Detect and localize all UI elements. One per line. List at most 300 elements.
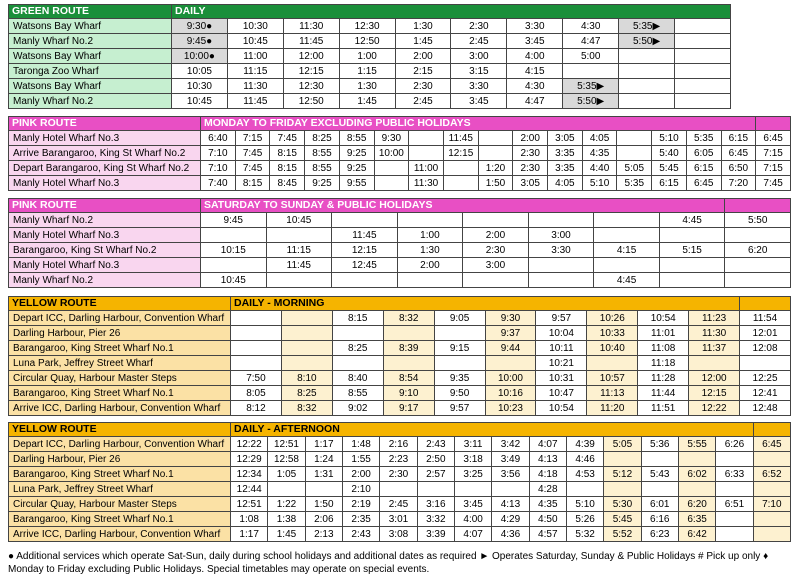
departure-time: 12:30	[339, 19, 395, 34]
departure-time: 2:00	[397, 258, 463, 273]
departure-time: 10:00	[485, 371, 536, 386]
timetable-row	[9, 482, 791, 497]
departure-time: 11:37	[689, 341, 740, 356]
departure-time: 3:18	[454, 452, 491, 467]
departure-time: 5:50▶	[563, 94, 619, 109]
stop-name: Manly Wharf No.2	[9, 94, 172, 109]
departure-time: 6:45	[753, 437, 790, 452]
departure-time	[383, 326, 434, 341]
stop-name: Watsons Bay Wharf	[9, 19, 172, 34]
departure-time	[725, 258, 791, 273]
departure-time: 12:15	[443, 146, 478, 161]
departure-time	[485, 356, 536, 371]
departure-time: 11:08	[638, 341, 689, 356]
pink-route-weekday-timetable	[8, 116, 791, 191]
departure-time: 11:30	[283, 19, 339, 34]
departure-time: 6:05	[686, 146, 721, 161]
departure-time	[619, 49, 675, 64]
departure-time: 5:45	[652, 161, 687, 176]
departure-time: 11:28	[638, 371, 689, 386]
departure-time	[443, 161, 478, 176]
departure-time: 11:44	[638, 386, 689, 401]
departure-time	[659, 273, 725, 288]
departure-time: 1:22	[268, 497, 305, 512]
departure-time: 10:45	[172, 94, 228, 109]
departure-time: 10:11	[536, 341, 587, 356]
departure-time: 4:57	[529, 527, 566, 542]
departure-time: 4:35	[529, 497, 566, 512]
departure-time: 3:45	[507, 34, 563, 49]
departure-time: 10:33	[587, 326, 638, 341]
stop-name: Manly Hotel Wharf No.3	[9, 258, 201, 273]
departure-time: 4:28	[529, 482, 566, 497]
departure-time: 4:15	[594, 243, 660, 258]
departure-time: 9:37	[485, 326, 536, 341]
departure-time: 2:43	[342, 527, 379, 542]
departure-time: 8:54	[383, 371, 434, 386]
departure-time	[454, 482, 491, 497]
departure-time	[397, 213, 463, 228]
departure-time	[725, 228, 791, 243]
departure-time: 3:30	[528, 243, 594, 258]
departure-time: 5:50	[725, 213, 791, 228]
departure-time: 6:02	[678, 467, 715, 482]
departure-time	[492, 482, 529, 497]
departure-time: 4:13	[529, 452, 566, 467]
departure-time: 4:46	[566, 452, 603, 467]
departure-time: 3:25	[454, 467, 491, 482]
departure-time: 3:45	[451, 94, 507, 109]
departure-time: 6:35	[678, 512, 715, 527]
departure-time	[594, 213, 660, 228]
departure-time: 5:32	[566, 527, 603, 542]
departure-time: 11:51	[638, 401, 689, 416]
departure-time: 2:35	[342, 512, 379, 527]
departure-time: 12:22	[689, 401, 740, 416]
departure-time: 6:33	[716, 467, 753, 482]
timetable-row	[9, 341, 791, 356]
departure-time	[675, 94, 731, 109]
timetable-row	[9, 273, 791, 288]
departure-time: 6:26	[716, 437, 753, 452]
footnote: ● Additional services which operate Sat-Sun, daily during school holidays and additional dates as required ► Operates Saturday, Sunday & Public Holidays # Pick up only ♦ Monday to Friday excluding Public Holidays. Special timetables may operate on special events.	[8, 551, 769, 575]
departure-time: 4:53	[566, 467, 603, 482]
departure-time	[383, 356, 434, 371]
departure-time: 10:16	[485, 386, 536, 401]
header-row	[9, 423, 791, 437]
departure-time: 5:10	[566, 497, 603, 512]
stop-name: Manly Hotel Wharf No.3	[9, 176, 201, 191]
departure-time: 7:15	[235, 131, 270, 146]
header-row	[9, 5, 731, 19]
departure-time: 6:15	[721, 131, 756, 146]
timetable-row	[9, 467, 791, 482]
green-route-timetable	[8, 4, 731, 109]
departure-time: 3:00	[463, 258, 529, 273]
departure-time	[675, 79, 731, 94]
departure-time	[675, 64, 731, 79]
departure-time: 3:08	[380, 527, 417, 542]
departure-time: 11:30	[227, 79, 283, 94]
stop-name: Depart Barangaroo, King St Wharf No.2	[9, 161, 201, 176]
departure-time: 1:50	[305, 497, 342, 512]
departure-time: 7:15	[756, 146, 791, 161]
departure-time: 5:35▶	[619, 19, 675, 34]
stop-name: Manly Wharf No.2	[9, 34, 172, 49]
stop-name: Depart ICC, Darling Harbour, Convention Wharf	[9, 437, 231, 452]
stop-name: Depart ICC, Darling Harbour, Convention Wharf	[9, 311, 231, 326]
departure-time: 12:44	[231, 482, 268, 497]
departure-time: 3:16	[417, 497, 454, 512]
stop-name: Circular Quay, Harbour Master Steps	[9, 497, 231, 512]
departure-time: 9:30	[374, 131, 409, 146]
timetable-row	[9, 437, 791, 452]
departure-time	[725, 273, 791, 288]
departure-time: 7:45	[270, 131, 305, 146]
departure-time	[619, 79, 675, 94]
departure-time: 12:00	[283, 49, 339, 64]
departure-time: 1:48	[342, 437, 379, 452]
departure-time: 12:51	[231, 497, 268, 512]
stop-name: Watsons Bay Wharf	[9, 79, 172, 94]
timetable-row	[9, 258, 791, 273]
departure-time: 2:30	[395, 79, 451, 94]
departure-time	[753, 452, 790, 467]
departure-time: 3:01	[380, 512, 417, 527]
departure-time: 10:45	[266, 213, 332, 228]
departure-time: 1:17	[231, 527, 268, 542]
departure-time: 2:00	[463, 228, 529, 243]
departure-time: 5:00	[563, 49, 619, 64]
departure-time	[409, 146, 444, 161]
departure-time: 10:30	[227, 19, 283, 34]
departure-time: 4:00	[507, 49, 563, 64]
timetable-row	[9, 49, 731, 64]
departure-time: 12:15	[332, 243, 398, 258]
departure-time: 9:55	[339, 176, 374, 191]
departure-time: 6:45	[686, 176, 721, 191]
timetable-row	[9, 64, 731, 79]
departure-time	[397, 273, 463, 288]
departure-time	[753, 527, 790, 542]
departure-time: 3:30	[451, 79, 507, 94]
departure-time: 8:32	[281, 401, 332, 416]
departure-time: 9:30●	[172, 19, 228, 34]
departure-time: 5:26	[566, 512, 603, 527]
departure-time	[659, 258, 725, 273]
yellow-route-morning-timetable	[8, 296, 791, 416]
departure-time: 6:23	[641, 527, 678, 542]
departure-time	[305, 482, 342, 497]
departure-time: 8:10	[281, 371, 332, 386]
departure-time: 9:10	[383, 386, 434, 401]
departure-time: 4:18	[529, 467, 566, 482]
departure-time	[268, 482, 305, 497]
stop-name: Luna Park, Jeffrey Street Wharf	[9, 356, 231, 371]
timetable-row	[9, 19, 731, 34]
departure-time: 11:45	[332, 228, 398, 243]
departure-time: 4:36	[492, 527, 529, 542]
departure-time: 12:58	[268, 452, 305, 467]
departure-time: 4:40	[582, 161, 617, 176]
departure-time: 12:15	[283, 64, 339, 79]
departure-time: 6:16	[641, 512, 678, 527]
departure-time: 6:52	[753, 467, 790, 482]
departure-time	[374, 161, 409, 176]
departure-time: 5:36	[641, 437, 678, 452]
departure-time: 5:05	[604, 437, 641, 452]
departure-time: 1:30	[339, 79, 395, 94]
stop-name: Barangaroo, King Street Wharf No.1	[9, 512, 231, 527]
departure-time	[380, 482, 417, 497]
departure-time: 12:25	[740, 371, 791, 386]
header-row	[9, 297, 791, 311]
green-route-table	[8, 4, 731, 109]
departure-time: 7:10	[753, 497, 790, 512]
departure-time: 6:45	[721, 146, 756, 161]
departure-time: 12:15	[689, 386, 740, 401]
departure-time: 5:05	[617, 161, 652, 176]
departure-time: 9:25	[339, 146, 374, 161]
departure-time: 12:41	[740, 386, 791, 401]
departure-time: 5:12	[604, 467, 641, 482]
departure-time	[528, 273, 594, 288]
yellow-afternoon-table	[8, 422, 791, 542]
departure-time: 7:45	[235, 146, 270, 161]
departure-time	[678, 452, 715, 467]
departure-time	[201, 228, 267, 243]
departure-time: 12:00	[689, 371, 740, 386]
timetable-row	[9, 34, 731, 49]
departure-time: 4:05	[548, 176, 583, 191]
stop-name: Barangaroo, King Street Wharf No.1	[9, 386, 231, 401]
departure-time: 4:35	[582, 146, 617, 161]
departure-time	[675, 49, 731, 64]
departure-time: 11:15	[227, 64, 283, 79]
departure-time	[281, 326, 332, 341]
departure-time	[617, 146, 652, 161]
departure-time: 2:45	[395, 94, 451, 109]
departure-time: 11:45	[283, 34, 339, 49]
departure-time: 8:55	[305, 161, 340, 176]
departure-time: 3:11	[454, 437, 491, 452]
departure-time: 1:30	[395, 19, 451, 34]
departure-time: 1:00	[397, 228, 463, 243]
departure-time: 7:10	[201, 146, 236, 161]
departure-time: 5:35	[617, 176, 652, 191]
departure-time: 2:00	[342, 467, 379, 482]
departure-time	[231, 356, 282, 371]
departure-time: 5:43	[641, 467, 678, 482]
departure-time: 9:15	[434, 341, 485, 356]
departure-time: 5:52	[604, 527, 641, 542]
departure-time	[528, 213, 594, 228]
departure-time: 9:17	[383, 401, 434, 416]
departure-time: 12:08	[740, 341, 791, 356]
departure-time	[281, 341, 332, 356]
departure-time: 4:39	[566, 437, 603, 452]
departure-time	[641, 452, 678, 467]
departure-time: 1:38	[268, 512, 305, 527]
departure-time	[528, 258, 594, 273]
departure-time: 10:45	[227, 34, 283, 49]
departure-time	[753, 512, 790, 527]
departure-time: 6:01	[641, 497, 678, 512]
departure-time: 2:45	[380, 497, 417, 512]
departure-time: 5:10	[652, 131, 687, 146]
departure-time	[753, 482, 790, 497]
departure-time: 7:50	[231, 371, 282, 386]
departure-time: 9:02	[332, 401, 383, 416]
departure-time	[716, 482, 753, 497]
departure-time: 3:56	[492, 467, 529, 482]
departure-time: 1:24	[305, 452, 342, 467]
timetable-row	[9, 146, 791, 161]
timetable-row	[9, 161, 791, 176]
departure-time: 8:32	[383, 311, 434, 326]
departure-time	[617, 131, 652, 146]
departure-time: 6:20	[725, 243, 791, 258]
departure-time: 8:15	[270, 146, 305, 161]
departure-time: 4:29	[492, 512, 529, 527]
timetable-row	[9, 386, 791, 401]
departure-time: 8:05	[231, 386, 282, 401]
schedule-label: MONDAY TO FRIDAY EXCLUDING PUBLIC HOLIDAYS	[201, 117, 756, 131]
departure-time: 2:45	[451, 34, 507, 49]
departure-time	[231, 311, 282, 326]
schedule-label: SATURDAY TO SUNDAY & PUBLIC HOLIDAYS	[201, 199, 725, 213]
stop-name: Manly Hotel Wharf No.3	[9, 228, 201, 243]
departure-time: 2:13	[305, 527, 342, 542]
departure-time: 6:20	[678, 497, 715, 512]
departure-time: 1:45	[268, 527, 305, 542]
departure-time: 2:57	[417, 467, 454, 482]
yellow-route-afternoon-timetable	[8, 422, 791, 542]
route-name: PINK ROUTE	[9, 199, 201, 213]
departure-time	[641, 482, 678, 497]
departure-time: 1:15	[339, 64, 395, 79]
departure-time: 1:45	[339, 94, 395, 109]
departure-time: 10:00●	[172, 49, 228, 64]
departure-time: 10:47	[536, 386, 587, 401]
departure-time: 1:17	[305, 437, 342, 452]
departure-time	[281, 311, 332, 326]
timetable-row	[9, 79, 731, 94]
departure-time: 1:00	[339, 49, 395, 64]
departure-time: 3:49	[492, 452, 529, 467]
departure-time: 2:10	[342, 482, 379, 497]
pink-weekday-table	[8, 116, 791, 191]
departure-time: 9:45●	[172, 34, 228, 49]
departure-time: 11:00	[409, 161, 444, 176]
departure-time	[587, 356, 638, 371]
departure-time: 5:35	[686, 131, 721, 146]
departure-time	[716, 527, 753, 542]
departure-time: 8:12	[231, 401, 282, 416]
departure-time: 8:15	[235, 176, 270, 191]
departure-time: 3:39	[417, 527, 454, 542]
departure-time: 5:10	[582, 176, 617, 191]
departure-time: 5:15	[659, 243, 725, 258]
route-name: YELLOW ROUTE	[9, 297, 231, 311]
departure-time	[417, 482, 454, 497]
departure-time: 12:50	[283, 94, 339, 109]
departure-time: 4:45	[659, 213, 725, 228]
departure-time: 9:35	[434, 371, 485, 386]
departure-time: 3:35	[548, 146, 583, 161]
departure-time: 10:40	[587, 341, 638, 356]
stop-name: Arrive Barangaroo, King St Wharf No.2	[9, 146, 201, 161]
departure-time: 4:30	[507, 79, 563, 94]
departure-time: 7:10	[201, 161, 236, 176]
timetable-row	[9, 371, 791, 386]
schedule-label: DAILY	[172, 5, 731, 19]
departure-time: 1:50	[478, 176, 513, 191]
departure-time	[619, 94, 675, 109]
departure-time	[443, 176, 478, 191]
departure-time: 8:25	[281, 386, 332, 401]
departure-time: 4:07	[454, 527, 491, 542]
pink-weekend-table	[8, 198, 791, 288]
stop-name: Circular Quay, Harbour Master Steps	[9, 371, 231, 386]
departure-time	[659, 228, 725, 243]
departure-time: 1:30	[397, 243, 463, 258]
timetable-row	[9, 326, 791, 341]
departure-time: 11:45	[266, 258, 332, 273]
departure-time: 3:30	[507, 19, 563, 34]
departure-time: 11:23	[689, 311, 740, 326]
departure-time	[332, 273, 398, 288]
departure-time: 9:25	[339, 161, 374, 176]
departure-time: 10:54	[638, 311, 689, 326]
departure-time: 10:30	[172, 79, 228, 94]
stop-name: Manly Wharf No.2	[9, 213, 201, 228]
timetable-row	[9, 94, 731, 109]
departure-time: 7:15	[756, 161, 791, 176]
departure-time: 12:48	[740, 401, 791, 416]
departure-time: 2:30	[463, 243, 529, 258]
departure-time	[463, 213, 529, 228]
departure-time	[434, 326, 485, 341]
route-name: YELLOW ROUTE	[9, 423, 231, 437]
departure-time: 3:00	[528, 228, 594, 243]
departure-time	[594, 228, 660, 243]
departure-time	[594, 258, 660, 273]
departure-time	[566, 482, 603, 497]
header-fill	[725, 199, 791, 213]
departure-time: 9:25	[305, 176, 340, 191]
departure-time	[604, 482, 641, 497]
departure-time	[463, 273, 529, 288]
stop-name: Darling Harbour, Pier 26	[9, 452, 231, 467]
departure-time: 4:15	[507, 64, 563, 79]
departure-time: 12:50	[339, 34, 395, 49]
departure-time: 2:23	[380, 452, 417, 467]
departure-time: 11:01	[638, 326, 689, 341]
departure-time: 11:00	[227, 49, 283, 64]
departure-time: 6:45	[756, 131, 791, 146]
departure-time: 3:45	[454, 497, 491, 512]
departure-time: 4:07	[529, 437, 566, 452]
departure-time: 4:47	[563, 34, 619, 49]
timetable-row	[9, 228, 791, 243]
departure-time: 5:35▶	[563, 79, 619, 94]
timetable-row	[9, 527, 791, 542]
departure-time	[231, 326, 282, 341]
departure-time: 3:42	[492, 437, 529, 452]
departure-time: 6:15	[686, 161, 721, 176]
departure-time: 2:30	[451, 19, 507, 34]
